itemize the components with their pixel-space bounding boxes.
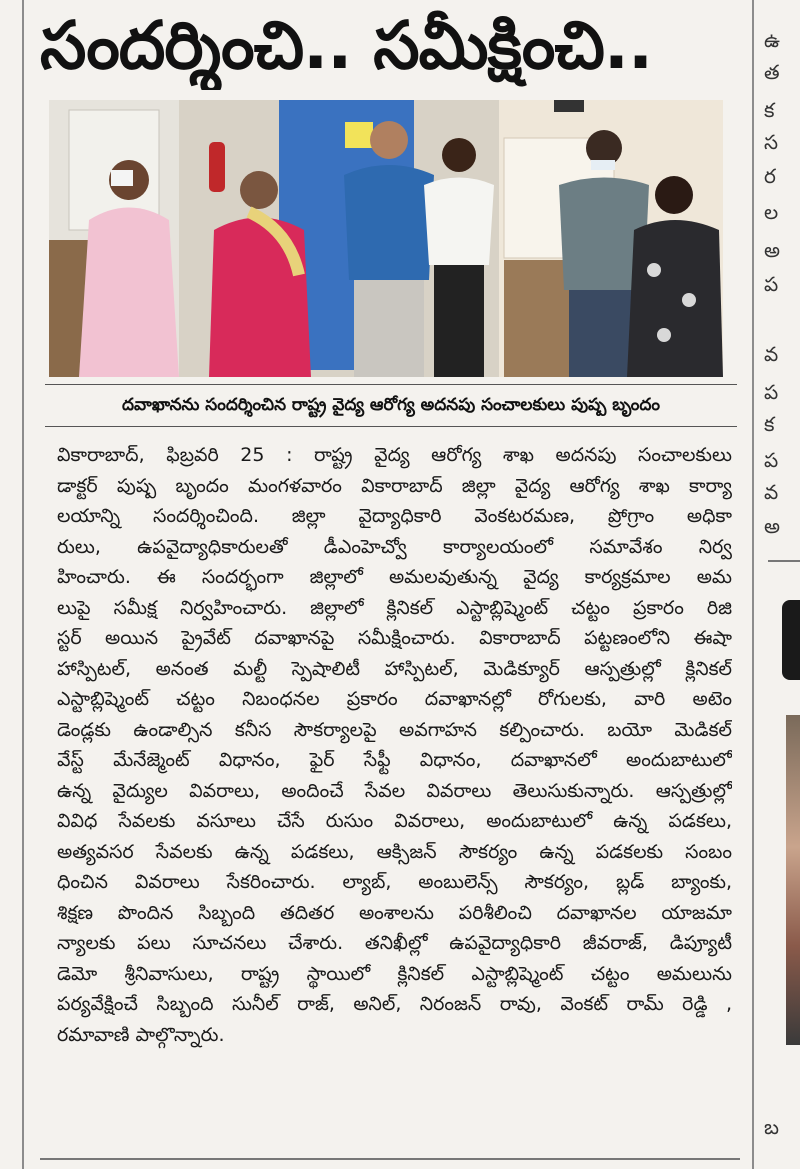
adjacent-glyph: క: [764, 98, 775, 122]
article-line: లుపై సమీక్ష నిర్వహించారు. జిల్లాలో క్లినికల్ ఎస్టాబ్లిష్మెంట్ చట్టం ప్రకారం రిజి: [57, 596, 732, 619]
article-line: హించారు. ఈ సందర్భంగా జిల్లాలో అమలవుతున్న వైద్య కార్యక్రమాల అమ: [57, 566, 732, 588]
adjacent-headline-fragment: [782, 600, 800, 680]
article-line: ఉన్న వైద్యుల వివరాలు, అందించే సేవల వివరాలు తెలుసుకున్నారు. ఆస్పత్రుల్లో: [57, 779, 732, 802]
adjacent-glyph: వ: [764, 480, 779, 504]
article-line: న్యాలకు పలు సూచనలు చేశారు. తనిఖీల్లో ఉపవైద్యాధికారి జీవరాజ్, డిప్యూటీ: [57, 932, 732, 954]
adjacent-glyph: ర: [764, 164, 776, 188]
article-line: డెండ్లకు ఉండాల్సిన కనీస సౌకర్యాలపై అవగాహన కల్పించారు. బయో మెడికల్: [57, 718, 732, 741]
page-left-rule: [22, 0, 24, 1169]
adjacent-glyph: అ: [764, 238, 780, 262]
adjacent-glyph: ప: [764, 380, 779, 404]
news-photo: [49, 100, 723, 377]
column-divider: [752, 0, 754, 1169]
article-line: వేస్ట్ మేనేజ్మెంట్ విధానం, ఫైర్ సేఫ్టీ విధానం, దవాఖానలో అందుబాటులో: [57, 749, 732, 771]
bottom-rule: [40, 1158, 740, 1160]
article-line: వికారాబాద్, ఫిబ్రవరి 25 : రాష్ట్ర వైద్య ఆరోగ్య శాఖ అదనపు సంచాలకులు: [57, 444, 732, 466]
headline: సందర్శించి.. సమీక్షించి..: [40, 7, 653, 84]
adjacent-glyph: త: [764, 60, 780, 84]
adjacent-glyph: ప: [764, 272, 779, 296]
article-line: డెమో శ్రీనివాసులు, రాష్ట్ర స్థాయిలో క్లినికల్ ఎస్టాబ్లిష్మెంట్ చట్టం అమలును: [57, 962, 732, 985]
adjacent-glyph: ల: [764, 200, 779, 224]
adjacent-separator: [768, 560, 800, 562]
article-line: ఎస్టాబ్లిష్మెంట్ చట్టం నిబంధనల ప్రకారం దవాఖానల్లో రోగులకు, వారి అటెం: [57, 688, 732, 710]
adjacent-glyph: స: [764, 130, 779, 154]
adjacent-glyph: వ: [764, 342, 779, 366]
article-line: ధించిన వివరాలు సేకరించారు. ల్యాబ్, అంబులెన్స్ సౌకర్యం, బ్లడ్ బ్యాంకు,: [57, 871, 732, 893]
article-body: [57, 440, 732, 1050]
adjacent-photo-fragment: [786, 715, 800, 1045]
caption-rule-top: [45, 384, 737, 385]
adjacent-glyph: క: [764, 412, 775, 436]
caption-rule-bottom: [45, 426, 737, 427]
article-line: స్టర్ అయిన ప్రైవేట్ దవాఖానపై సమీక్షించారు. వికారాబాద్ పట్టణంలోని ఈషా: [57, 627, 732, 649]
article-line: డాక్టర్ పుష్ప బృందం మంగళవారం వికారాబాద్ జిల్లా వైద్య ఆరోగ్య శాఖ కార్యా: [57, 474, 732, 497]
article-line: శిక్షణ పొందిన సిబ్బంది తదితర అంశాలను పరిశీలించి దవాఖానల యాజమా: [57, 901, 732, 924]
article-line: అత్యవసర సేవలకు ఉన్న పడకలు, ఆక్సిజన్ సౌకర్యం ఉన్న పడకలకు సంబం: [57, 840, 732, 863]
adjacent-glyph: బ: [764, 1115, 779, 1139]
article-line: రులు, ఉపవైద్యాధికారులతో డీఎంహెచ్వో కార్యాలయంలో సమావేశం నిర్వ: [57, 535, 732, 558]
article-line: వివిధ సేవలకు వసూలు చేసే రుసుం వివరాలు, అందుబాటులో ఉన్న పడకలు,: [57, 810, 732, 832]
article-line: లయాన్ని సందర్శించింది. జిల్లా వైద్యాధికారి వెంకటరమణ, ప్రోగ్రాం అధికా: [57, 505, 732, 527]
article-line: రమావాణి పాల్గొన్నారు.: [57, 1023, 225, 1046]
article-line: హాస్పిటల్, అనంత మల్టీ స్పెషాలిటీ హాస్పిటల్, మెడిక్యూర్ ఆస్పత్రుల్లో క్లినికల్: [57, 657, 732, 680]
adjacent-glyph: అ: [764, 514, 780, 538]
article-line: పర్యవేక్షించే సిబ్బంది సునీల్ రాజ్, అనిల్, నిరంజన్ రావు, వెంకట్ రామ్ రెడ్డి ,: [57, 993, 732, 1015]
photo-caption: దవాఖానను సందర్శించిన రాష్ట్ర వైద్య ఆరోగ్య అదనపు సంచాలకులు పుష్ప బృందం: [122, 395, 660, 415]
adjacent-glyph: ప: [764, 448, 779, 472]
group-photo-icon: [49, 100, 723, 377]
adjacent-glyph: ఉ: [764, 28, 780, 52]
